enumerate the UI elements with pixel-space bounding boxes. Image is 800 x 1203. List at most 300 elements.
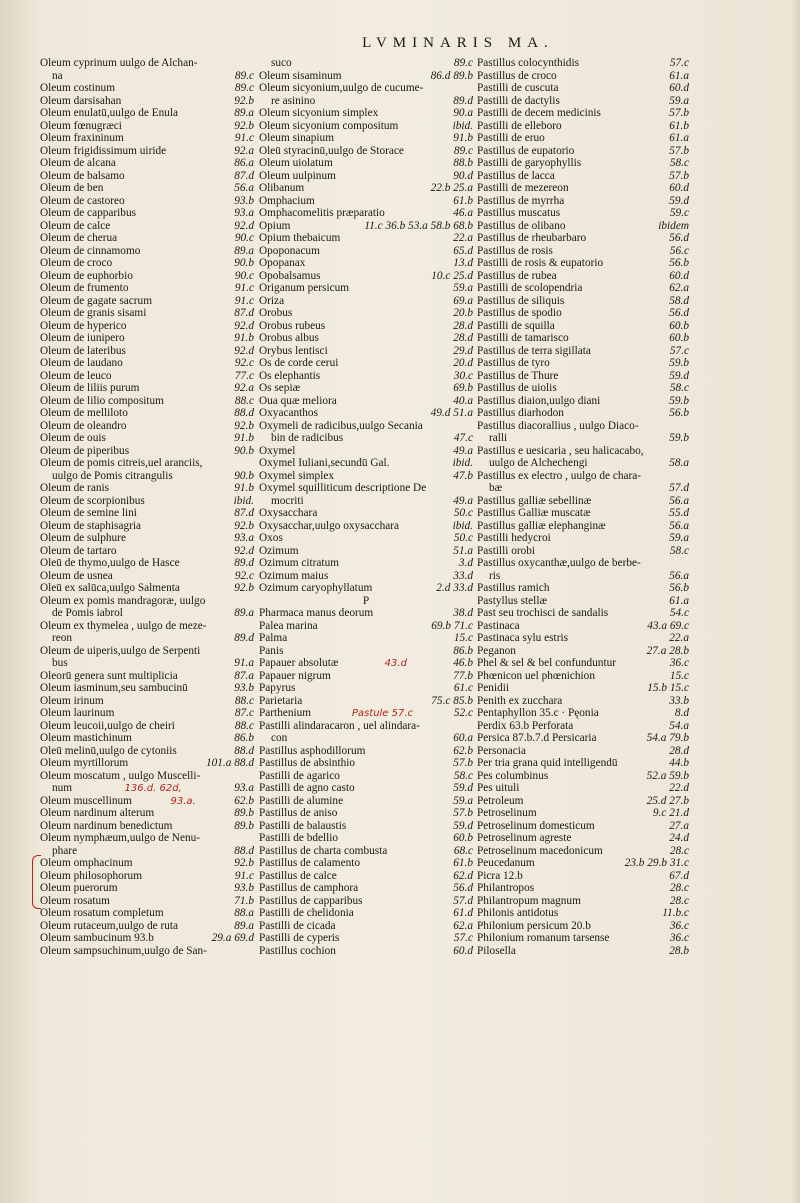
entry-page-ref: 22.b 25.a bbox=[430, 182, 473, 194]
index-entry bbox=[40, 382, 254, 395]
entry-page-ref: 88.d bbox=[234, 744, 254, 757]
entry-term: Pastillus e uesicaria , seu halicacabo, bbox=[477, 444, 644, 457]
entry-page-ref: 25.d 27.b bbox=[646, 794, 689, 807]
entry-term: Oleum nymphæum,uulgo de Nenu- bbox=[40, 832, 201, 844]
index-entry bbox=[40, 507, 254, 520]
index-entry bbox=[40, 332, 254, 345]
entry-page-ref: 93.a bbox=[234, 207, 254, 219]
entry-term: Pastinaca bbox=[477, 619, 520, 632]
entry-term: Pastillus diaion,uulgo diani bbox=[477, 394, 601, 407]
index-entry bbox=[477, 395, 689, 408]
entry-page-ref: 62.a bbox=[453, 919, 473, 932]
index-entry bbox=[40, 657, 254, 670]
entry-page-ref: 90.b bbox=[234, 257, 254, 269]
index-entry bbox=[477, 570, 689, 583]
entry-term: Pastilli de garyophyllis bbox=[477, 157, 582, 169]
entry-page-ref: 59.a bbox=[453, 282, 473, 294]
entry-term: Personacia bbox=[477, 744, 526, 757]
entry-page-ref: 87.d bbox=[234, 507, 254, 519]
entry-term: Pastilli de tamarisco bbox=[477, 332, 569, 344]
entry-page-ref: 90.c bbox=[234, 269, 254, 282]
entry-term: Oriza bbox=[259, 294, 285, 307]
index-entry bbox=[477, 332, 689, 345]
index-entry bbox=[259, 395, 473, 408]
entry-term: ris bbox=[489, 569, 501, 582]
entry-term: Oleum moscatum , uulgo Muscelli- bbox=[40, 769, 201, 782]
entry-page-ref: 101.a 88.d bbox=[205, 757, 254, 769]
index-entry bbox=[40, 832, 254, 845]
index-entry bbox=[259, 482, 473, 495]
index-entry bbox=[259, 120, 473, 133]
entry-page-ref: 60.d bbox=[669, 182, 689, 194]
entry-page-ref: 60.a bbox=[453, 732, 473, 744]
entry-term: Oleum de ben bbox=[40, 182, 104, 194]
entry-term: Oleum nardinum alterum bbox=[40, 807, 155, 819]
entry-page-ref: 11.c 36.b 53.a 58.b 68.b bbox=[364, 219, 473, 232]
entry-term: reon bbox=[52, 632, 73, 644]
index-entry bbox=[259, 820, 473, 833]
entry-page-ref: 67.d bbox=[669, 869, 689, 882]
entry-term: Ozimum caryophyllatum bbox=[259, 582, 373, 594]
index-entry bbox=[259, 170, 473, 183]
entry-page-ref: 59.a bbox=[669, 94, 689, 107]
index-entry bbox=[40, 545, 254, 558]
entry-term: Pastillus de eupatorio bbox=[477, 144, 575, 157]
entry-term: Oleum de croco bbox=[40, 257, 113, 269]
index-entry bbox=[259, 282, 473, 295]
index-entry bbox=[259, 245, 473, 258]
entry-term: Palma bbox=[259, 632, 288, 644]
entry-term: Oleum leucoii,uulgo de cheiri bbox=[40, 719, 175, 732]
index-entry bbox=[477, 482, 689, 495]
entry-page-ref: 88.d bbox=[234, 844, 254, 857]
entry-term: Pastilli de rosis & eupatorio bbox=[477, 257, 604, 269]
index-entry bbox=[477, 145, 689, 158]
index-entry bbox=[477, 195, 689, 208]
entry-page-ref: 57.d bbox=[669, 482, 689, 494]
index-entry bbox=[259, 870, 473, 883]
entry-page-ref: 87.c bbox=[234, 707, 254, 719]
entry-term: Oleum de hyperico bbox=[40, 319, 127, 332]
index-entry bbox=[259, 707, 473, 720]
entry-page-ref: 93.b bbox=[234, 194, 254, 207]
entry-term: Pastillus diarhodon bbox=[477, 407, 564, 419]
index-entry bbox=[40, 345, 254, 358]
index-entry bbox=[259, 582, 473, 595]
entry-term: Papauer absolutæ bbox=[259, 657, 339, 669]
index-entry bbox=[477, 620, 689, 633]
entry-page-ref: 33.b bbox=[669, 694, 689, 707]
entry-page-ref: 92.d bbox=[234, 319, 254, 332]
index-entry bbox=[477, 182, 689, 195]
entry-term: de Pomis iabrol bbox=[52, 607, 123, 619]
entry-page-ref: 88.c bbox=[234, 694, 254, 707]
entry-page-ref: 46.b bbox=[453, 657, 473, 669]
index-entry bbox=[477, 470, 689, 483]
entry-term: Oleum de scorpionibus bbox=[40, 494, 145, 507]
index-entry bbox=[477, 345, 689, 358]
index-entry bbox=[259, 382, 473, 395]
entry-term: Opopanax bbox=[259, 257, 306, 269]
entry-term: Oleum de frumento bbox=[40, 282, 129, 294]
entry-page-ref: 89.a bbox=[234, 107, 254, 119]
entry-page-ref: 11.b.c bbox=[662, 907, 689, 919]
entry-term: Oleum cyprinum uulgo de Alchan- bbox=[40, 57, 198, 69]
entry-term: Pharmaca manus deorum bbox=[259, 607, 374, 619]
entry-term: Oleum de melliloto bbox=[40, 407, 128, 419]
index-entry bbox=[40, 307, 254, 320]
index-entry bbox=[40, 757, 254, 770]
index-entry bbox=[259, 732, 473, 745]
index-entry bbox=[40, 470, 254, 483]
entry-term: Philonium romanum tarsense bbox=[477, 932, 610, 944]
handwritten-annotation: Pastule 57.c bbox=[351, 708, 414, 719]
entry-term: Oleum de sulphure bbox=[40, 532, 126, 544]
index-entry bbox=[40, 807, 254, 820]
entry-page-ref: 28.d bbox=[453, 332, 473, 344]
index-entry bbox=[259, 670, 473, 683]
entry-page-ref: 20.b bbox=[453, 307, 473, 319]
entry-term: Parietaria bbox=[259, 694, 303, 707]
entry-page-ref: 62.a bbox=[669, 282, 689, 294]
index-entry bbox=[259, 557, 473, 570]
entry-page-ref: 65.d bbox=[453, 244, 473, 257]
entry-term: Pastillus de olibano bbox=[477, 219, 566, 232]
entry-term: Per tria grana quid intelligendū bbox=[477, 757, 618, 769]
index-entry bbox=[40, 95, 254, 108]
index-entry bbox=[477, 595, 689, 608]
entry-page-ref: 61.b bbox=[669, 119, 689, 132]
entry-term: Pastillus diacorallius , uulgo Diaco- bbox=[477, 419, 639, 432]
entry-page-ref: 90.a bbox=[453, 107, 473, 119]
index-entry bbox=[40, 107, 254, 120]
entry-term: Oleum de oleandro bbox=[40, 419, 127, 432]
entry-page-ref: 61.c bbox=[453, 682, 473, 694]
entry-term: Oleum enulatū,uulgo de Enula bbox=[40, 107, 179, 119]
entry-term: Oleum uiolatum bbox=[259, 157, 333, 169]
index-entry bbox=[477, 232, 689, 245]
entry-page-ref: 61.d bbox=[453, 907, 473, 919]
index-entry bbox=[40, 482, 254, 495]
index-entry bbox=[40, 57, 254, 70]
entry-term: Olibanum bbox=[259, 182, 305, 194]
handwritten-annotation: 93.a. bbox=[170, 795, 196, 807]
index-entry bbox=[40, 320, 254, 333]
index-entry bbox=[40, 557, 254, 570]
entry-page-ref: 60.b bbox=[669, 319, 689, 332]
index-entry bbox=[40, 732, 254, 745]
index-entry bbox=[40, 820, 254, 833]
entry-page-ref: 54.a 79.b bbox=[646, 732, 689, 744]
entry-term: Oleum irinum bbox=[40, 694, 104, 707]
index-entry bbox=[259, 720, 473, 733]
index-column-1 bbox=[40, 57, 254, 957]
index-entry bbox=[477, 870, 689, 883]
entry-term: Papyrus bbox=[259, 682, 296, 694]
index-entry bbox=[259, 307, 473, 320]
entry-term: Oleum sicyonium compositum bbox=[259, 119, 399, 132]
index-entry bbox=[259, 945, 473, 958]
entry-page-ref: 88.c bbox=[234, 719, 254, 732]
index-entry bbox=[259, 232, 473, 245]
index-entry bbox=[477, 932, 689, 945]
entry-term: Orobus albus bbox=[259, 332, 319, 344]
index-entry bbox=[40, 245, 254, 258]
entry-page-ref: 93.b bbox=[234, 882, 254, 894]
entry-term: phare bbox=[52, 844, 78, 857]
entry-page-ref: 60.d bbox=[453, 944, 473, 957]
entry-page-ref: 59.a bbox=[453, 794, 473, 807]
entry-term: Petroleum bbox=[477, 794, 524, 807]
entry-page-ref: 47.c bbox=[453, 432, 473, 444]
entry-page-ref: 90.b bbox=[234, 469, 254, 482]
entry-page-ref: ibid. bbox=[452, 519, 473, 532]
index-entry bbox=[40, 857, 254, 870]
index-entry bbox=[259, 445, 473, 458]
entry-page-ref: 92.b bbox=[234, 857, 254, 869]
entry-page-ref: 10.c 25.d bbox=[431, 269, 473, 282]
entry-term: Papauer nigrum bbox=[259, 669, 331, 682]
entry-page-ref: 2.d 33.d bbox=[436, 582, 473, 594]
entry-page-ref: 49.a bbox=[453, 494, 473, 507]
entry-page-ref: 56.b bbox=[669, 582, 689, 594]
index-entry bbox=[259, 532, 473, 545]
entry-page-ref: 92.c bbox=[234, 357, 254, 369]
index-entry bbox=[40, 670, 254, 683]
index-entry bbox=[477, 545, 689, 558]
index-entry bbox=[40, 620, 254, 633]
index-entry bbox=[259, 632, 473, 645]
index-entry bbox=[259, 220, 473, 233]
entry-term: Os sepiæ bbox=[259, 382, 301, 394]
entry-term: Pastilli de mezereon bbox=[477, 182, 569, 194]
entry-page-ref: 89.a bbox=[234, 607, 254, 619]
index-entry bbox=[40, 632, 254, 645]
entry-page-ref: 57.b bbox=[669, 169, 689, 182]
entry-term: Oleum darsisahan bbox=[40, 94, 122, 107]
entry-term: Pastilli de scolopendria bbox=[477, 282, 583, 294]
entry-page-ref: 93.b bbox=[234, 682, 254, 694]
index-entry bbox=[477, 307, 689, 320]
index-entry bbox=[40, 420, 254, 433]
entry-term: Petroselinum domesticum bbox=[477, 819, 595, 832]
index-entry bbox=[259, 682, 473, 695]
entry-term: Phel & sel & bel confunduntur bbox=[477, 657, 616, 669]
entry-page-ref: 59.d bbox=[669, 369, 689, 382]
entry-page-ref: 60.d bbox=[669, 82, 689, 94]
index-entry bbox=[477, 57, 689, 70]
entry-page-ref: 93.a bbox=[234, 532, 254, 544]
entry-term: Oleum rutaceum,uulgo de ruta bbox=[40, 919, 179, 932]
entry-page-ref: 54.a bbox=[669, 719, 689, 732]
entry-page-ref: 28.c bbox=[669, 882, 689, 894]
entry-term: Oleum laurinum bbox=[40, 707, 115, 719]
index-entry bbox=[477, 257, 689, 270]
index-entry bbox=[40, 682, 254, 695]
entry-term: Oleum de leuco bbox=[40, 369, 112, 382]
index-entry bbox=[477, 807, 689, 820]
entry-page-ref: 86.a bbox=[234, 157, 254, 169]
index-entry bbox=[40, 782, 254, 795]
entry-page-ref: 60.b bbox=[453, 832, 473, 844]
entry-page-ref: 15.c bbox=[453, 632, 473, 644]
entry-term: Opium thebaicum bbox=[259, 232, 341, 244]
index-entry bbox=[477, 882, 689, 895]
entry-page-ref: 50.c bbox=[453, 507, 473, 519]
index-entry bbox=[259, 107, 473, 120]
entry-term: Oleorū genera sunt multiplicia bbox=[40, 669, 178, 682]
index-entry bbox=[259, 157, 473, 170]
index-entry bbox=[40, 295, 254, 308]
entry-term: Os de corde cerui bbox=[259, 357, 339, 369]
entry-term: Pastillus galliæ elephanginæ bbox=[477, 519, 606, 532]
index-entry bbox=[477, 557, 689, 570]
entry-page-ref: 59.d bbox=[453, 819, 473, 832]
entry-term: Pastilli orobi bbox=[477, 544, 536, 557]
index-entry bbox=[477, 945, 689, 958]
index-entry bbox=[477, 282, 689, 295]
index-entry bbox=[477, 432, 689, 445]
entry-term: Oxymel bbox=[259, 444, 296, 457]
index-entry bbox=[40, 870, 254, 883]
entry-term: Pastilli de cyperis bbox=[259, 932, 340, 944]
entry-page-ref: 92.b bbox=[234, 582, 254, 594]
entry-page-ref: 61.a bbox=[669, 594, 689, 607]
index-entry bbox=[259, 82, 473, 95]
entry-term: Opoponacum bbox=[259, 244, 320, 257]
index-entry bbox=[40, 920, 254, 933]
entry-term: Pastillus oxycanthæ,uulgo de berbe- bbox=[477, 557, 641, 569]
index-entry bbox=[477, 457, 689, 470]
index-entry bbox=[477, 220, 689, 233]
entry-term: Pes uituli bbox=[477, 782, 520, 794]
index-entry bbox=[40, 195, 254, 208]
entry-term: Oleum de alcana bbox=[40, 157, 116, 169]
index-entry bbox=[477, 157, 689, 170]
index-entry bbox=[259, 407, 473, 420]
entry-term: na bbox=[52, 69, 63, 82]
entry-page-ref: 56.d bbox=[669, 232, 689, 244]
entry-page-ref: 56.b bbox=[669, 407, 689, 419]
entry-term: Pastillus de terra sigillata bbox=[477, 344, 591, 357]
entry-page-ref: 91.b bbox=[234, 482, 254, 494]
index-entry bbox=[259, 345, 473, 358]
index-entry bbox=[477, 170, 689, 183]
entry-term: Oleum de staphisagria bbox=[40, 519, 142, 532]
entry-page-ref: 61.a bbox=[669, 69, 689, 82]
entry-page-ref: ibidem bbox=[658, 219, 689, 232]
entry-page-ref: 27.a 28.b bbox=[646, 644, 689, 657]
entry-term: Omphacium bbox=[259, 194, 315, 207]
entry-page-ref: 51.a bbox=[453, 544, 473, 557]
entry-term: Oleum sampsuchinum,uulgo de San- bbox=[40, 944, 207, 957]
index-entry bbox=[259, 807, 473, 820]
entry-page-ref: 61.b bbox=[453, 194, 473, 207]
entry-term: Oxysacchara bbox=[259, 507, 318, 519]
index-entry bbox=[477, 795, 689, 808]
entry-page-ref: 56.d bbox=[453, 882, 473, 894]
entry-term: Perdix 63.b Perforata bbox=[477, 719, 574, 732]
entry-term: Pastillus de lacca bbox=[477, 169, 555, 182]
index-entry bbox=[40, 170, 254, 183]
entry-term: Philantropum magnum bbox=[477, 894, 581, 907]
entry-term: Oleum de iunipero bbox=[40, 332, 125, 344]
index-entry bbox=[477, 420, 689, 433]
entry-term: Oleū melinū,uulgo de cytoniis bbox=[40, 744, 177, 757]
entry-term: Oleum de tartaro bbox=[40, 544, 117, 557]
entry-page-ref: 92.d bbox=[234, 219, 254, 232]
entry-term: Petroselinum bbox=[477, 807, 537, 819]
entry-page-ref: 27.a bbox=[669, 819, 689, 832]
entry-page-ref: 59.a bbox=[669, 532, 689, 544]
entry-page-ref: 47.b bbox=[453, 469, 473, 482]
entry-page-ref: 57.b bbox=[669, 144, 689, 157]
entry-page-ref: 29.d bbox=[453, 344, 473, 357]
entry-term: Oleum myrtillorum bbox=[40, 757, 129, 769]
entry-page-ref: 28.b bbox=[669, 944, 689, 957]
entry-term: Pastillus de capparibus bbox=[259, 894, 363, 907]
entry-page-ref: 88.d bbox=[234, 407, 254, 419]
index-entry bbox=[40, 720, 254, 733]
index-entry bbox=[477, 70, 689, 83]
index-column-3 bbox=[477, 57, 689, 957]
entry-page-ref: 60.d bbox=[669, 269, 689, 282]
entry-term: Pentaphyllon 35.c · Pęonia bbox=[477, 707, 599, 719]
entry-page-ref: 90.d bbox=[453, 169, 473, 182]
entry-page-ref: 62.b bbox=[234, 794, 254, 807]
entry-term: Oleum sicyonium simplex bbox=[259, 107, 379, 119]
index-entry bbox=[259, 857, 473, 870]
entry-term: Oleū ex salūca,uulgo Salmenta bbox=[40, 582, 180, 594]
entry-term: Oleum de calce bbox=[40, 219, 111, 232]
entry-term: Panis bbox=[259, 644, 284, 657]
entry-term: Oleum ex thymelea , uulgo de meze- bbox=[40, 619, 207, 632]
index-entry bbox=[40, 407, 254, 420]
entry-term: Oxymel Iuliani,secundū Gal. bbox=[259, 457, 390, 469]
entry-term: Oleum de usnea bbox=[40, 569, 113, 582]
entry-page-ref: 57.c bbox=[669, 57, 689, 69]
index-entry bbox=[477, 707, 689, 720]
entry-term: Pastilli de chelidonia bbox=[259, 907, 354, 919]
entry-term: re asinino bbox=[271, 94, 316, 107]
index-entry bbox=[259, 607, 473, 620]
index-entry bbox=[259, 795, 473, 808]
entry-term: Oleum puerorum bbox=[40, 882, 118, 894]
entry-page-ref: 88.a bbox=[234, 907, 254, 919]
index-entry bbox=[477, 120, 689, 133]
entry-term: Oleum nardinum benedictum bbox=[40, 819, 173, 832]
index-entry bbox=[40, 570, 254, 583]
entry-term: Oleum de cinnamomo bbox=[40, 244, 141, 257]
entry-page-ref: 59.d bbox=[669, 194, 689, 207]
entry-page-ref: ibid. bbox=[452, 457, 473, 469]
index-entry bbox=[259, 357, 473, 370]
index-entry bbox=[477, 770, 689, 783]
entry-page-ref: 3.d bbox=[458, 557, 473, 569]
index-entry bbox=[40, 695, 254, 708]
entry-term: Picra 12.b bbox=[477, 869, 523, 882]
entry-term: Pastillus de rubea bbox=[477, 269, 557, 282]
entry-term: Pastilli de elleboro bbox=[477, 119, 562, 132]
index-entry bbox=[40, 370, 254, 383]
entry-term: Oleum de castoreo bbox=[40, 194, 125, 207]
index-entry bbox=[40, 795, 254, 808]
entry-term: suco bbox=[271, 57, 292, 69]
index-entry bbox=[259, 645, 473, 658]
index-entry bbox=[259, 95, 473, 108]
index-entry bbox=[477, 845, 689, 858]
index-entry bbox=[40, 895, 254, 908]
